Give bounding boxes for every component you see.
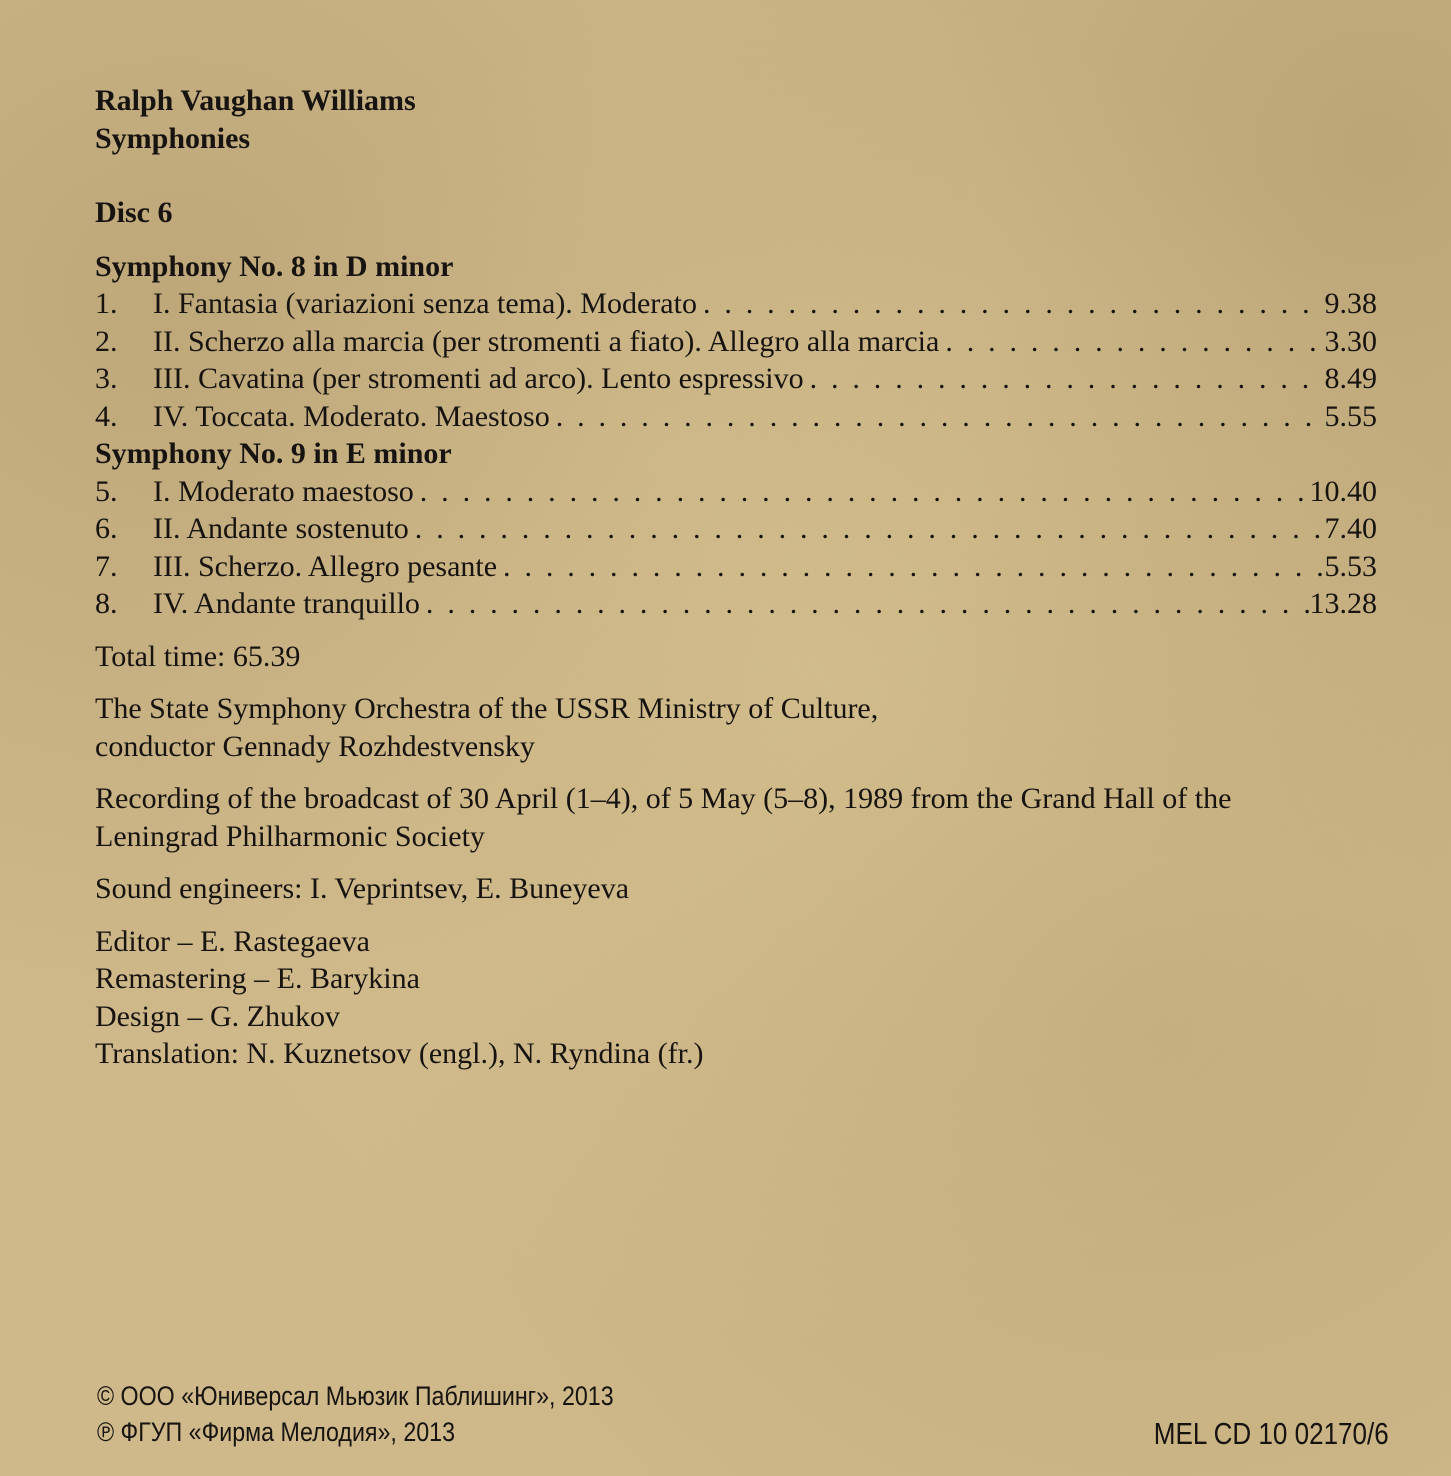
disc-label: Disc 6: [95, 196, 173, 229]
dot-leader: [409, 510, 1325, 548]
track-duration: 3.30: [1324, 324, 1377, 358]
track-row: [95, 510, 1377, 548]
track-row: [95, 360, 1377, 398]
dot-leader: [804, 360, 1325, 398]
track-title: III. Cavatina (per stromenti ad arco). Lento espressivo: [153, 362, 804, 395]
track-title: III. Scherzo. Allegro pesante: [153, 549, 498, 583]
track-number: 7.: [95, 549, 118, 583]
recording-line-1: Recording of the broadcast of 30 April (1–4), of 5 May (5–8), 1989 from the Grand Hall of the: [95, 782, 1232, 815]
conductor-line: conductor Gennady Rozhdestvensky: [95, 729, 535, 763]
track-row: [95, 398, 1377, 436]
dot-leader: [939, 323, 1324, 361]
track-duration: 10.40: [1309, 474, 1377, 508]
catalog-number: MEL CD 10 02170/6: [1154, 1416, 1389, 1451]
dot-leader: [550, 398, 1325, 436]
orchestra-line: The State Symphony Orchestra of the USSR Ministry of Culture,: [95, 692, 879, 725]
track-row: [95, 473, 1377, 511]
track-number: 2.: [95, 324, 118, 358]
dot-leader: [420, 585, 1310, 623]
booklet-page: [95, 82, 1385, 1073]
copyright-line: © ООО «Юниверсал Мьюзик Паблишинг», 2013: [97, 1381, 614, 1411]
track-row: [95, 585, 1377, 623]
track-number: 5.: [95, 474, 118, 508]
track-title: IV. Andante tranquillo: [153, 587, 420, 620]
design-credit: Design – G. Zhukov: [95, 999, 340, 1033]
track-number: 8.: [95, 587, 118, 620]
section-title-symphony-9: Symphony No. 9 in E minor: [95, 437, 452, 470]
remastering-credit: Remastering – E. Barykina: [95, 962, 420, 995]
track-number: 4.: [95, 399, 118, 433]
track-title: I. Moderato maestoso: [153, 474, 414, 508]
translation-credit: Translation: N. Kuznetsov (engl.), N. Ryndina (fr.): [95, 1037, 704, 1070]
copyright-block: [97, 1378, 614, 1450]
track-duration: 9.38: [1324, 287, 1377, 320]
track-title: II. Scherzo alla marcia (per stromenti a fiato). Allegro alla marcia: [153, 324, 940, 358]
dot-leader: [414, 473, 1310, 511]
track-row: [95, 548, 1377, 586]
dot-leader: [497, 548, 1324, 586]
track-duration: 7.40: [1324, 512, 1377, 545]
track-duration: 5.55: [1324, 399, 1377, 433]
track-title: I. Fantasia (variazioni senza tema). Moderato: [153, 287, 697, 320]
section-title-symphony-8: Symphony No. 8 in D minor: [95, 249, 454, 283]
recording-line-2: Leningrad Philharmonic Society: [95, 819, 485, 853]
track-row: [95, 323, 1377, 361]
editor-credit: Editor – E. Rastegaeva: [95, 924, 370, 958]
track-row: [95, 285, 1377, 323]
track-number: 3.: [95, 362, 118, 395]
track-duration: 5.53: [1324, 549, 1377, 583]
work-title: Symphonies: [95, 121, 251, 155]
track-duration: 13.28: [1309, 587, 1377, 620]
track-duration: 8.49: [1324, 362, 1377, 395]
track-title: IV. Toccata. Moderato. Maestoso: [153, 399, 550, 433]
sound-engineers: Sound engineers: I. Veprintsev, E. Buneyeva: [95, 872, 630, 905]
track-number: 1.: [95, 287, 118, 320]
track-title: II. Andante sostenuto: [153, 512, 409, 545]
composer-name: Ralph Vaughan Williams: [95, 84, 416, 117]
phonogram-line: ℗ ФГУП «Фирма Мелодия», 2013: [97, 1417, 455, 1447]
track-number: 6.: [95, 512, 118, 545]
total-time: Total time: 65.39: [95, 639, 301, 673]
dot-leader: [697, 285, 1325, 323]
